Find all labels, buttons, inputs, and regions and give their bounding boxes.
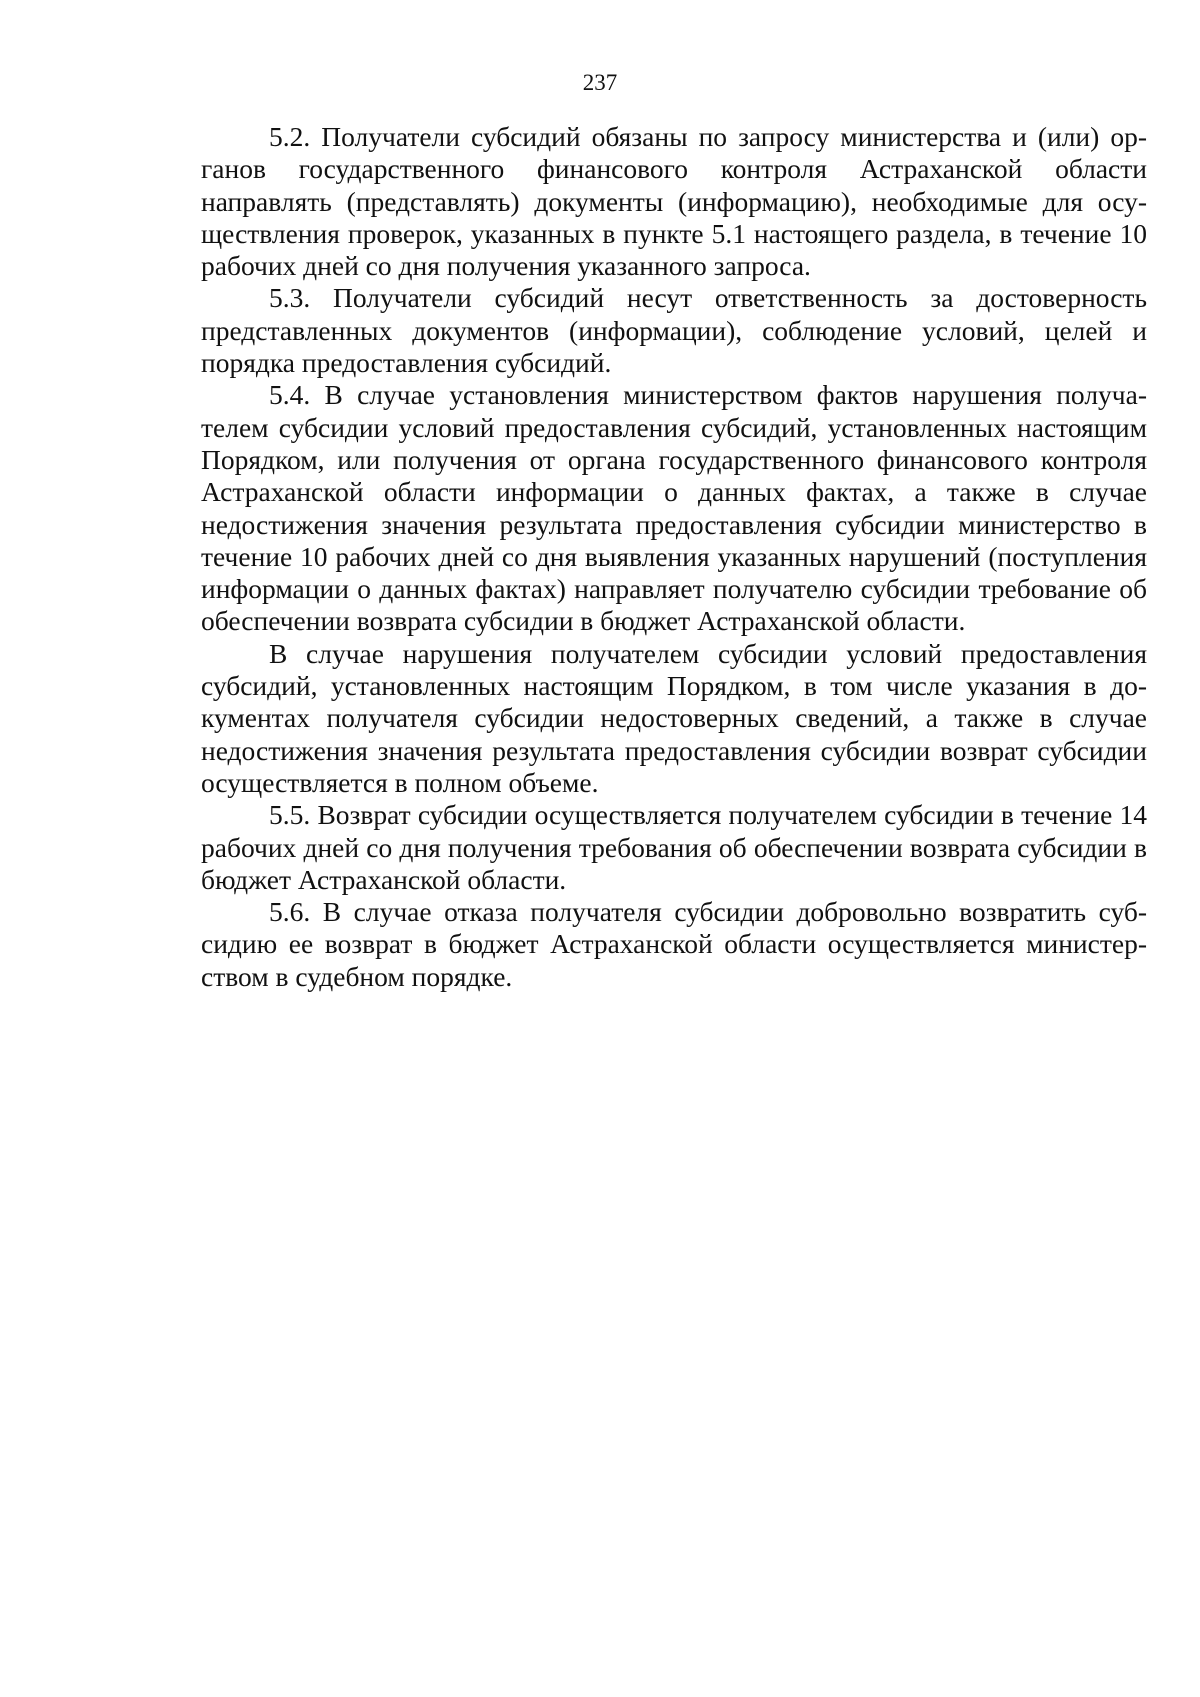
page-number: 237 <box>582 70 618 95</box>
paragraph-5-4-continued: В случае нарушения получателем субсидии условий предоставления субсидий, установленных настоящим Порядком, в том числе указания в документах получателя субсидии недостоверных сведений, а также в случае недостижения значения результата предоставления субсидии возврат субсидии осуществляется в полном объеме. <box>201 637 1147 798</box>
document-body <box>201 121 1147 993</box>
paragraph-5-2: 5.2. Получатели субсидий обязаны по запросу министерства и (или) органов государственного финансового контроля Астраханской области направлять (представлять) документы (информацию), необходимые для осуществления проверок, указанных в пункте 5.1 настоящего раздела, в течение 10 рабочих дней со дня получения указанного запроса. <box>201 121 1147 282</box>
paragraph-5-4: 5.4. В случае установления министерством фактов нарушения получателем субсидии условий предоставления субсидий, установленных настоящим Порядком, или получения от органа государственного финансового контроля Астраханской области информации о данных фактах, а также в случае недостижения значения результата предоставления субсидии министерство в течение 10 рабочих дней со дня выявления указанных нарушений (поступления информации о данных фактах) направляет получателю субсидии требование об обеспечении возврата субсидии в бюджет Астраханской области. <box>201 379 1147 637</box>
paragraph-5-5: 5.5. Возврат субсидии осуществляется получателем субсидии в течение 14 рабочих дней со дня получения требования об обеспечении возврата субсидии в бюджет Астраханской области. <box>201 799 1147 895</box>
paragraph-5-6: 5.6. В случае отказа получателя субсидии добровольно возвратить субсидию ее возврат в бюджет Астраханской области осуществляется министерством в судебном порядке. <box>201 896 1147 992</box>
paragraph-5-3: 5.3. Получатели субсидий несут ответственность за достоверность представленных документов (информации), соблюдение условий, целей и порядка предоставления субсидий. <box>201 282 1147 379</box>
